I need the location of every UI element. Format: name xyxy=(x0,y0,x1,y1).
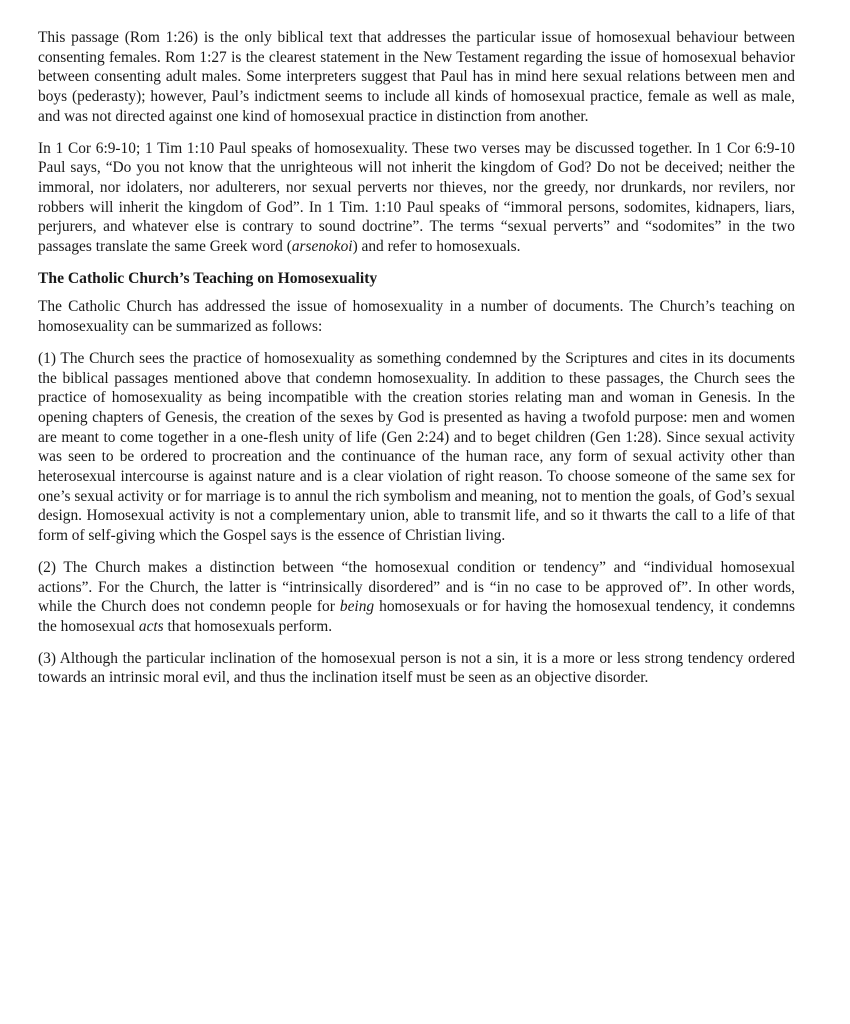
paragraph-point-3: (3) Although the particular inclination of the homosexual person is not a sin, it is a more or less strong tendency ordered towards an intrinsic moral evil, and thus the inclination itself must be seen as an objective disorder. xyxy=(38,649,795,687)
paragraph-point-1: (1) The Church sees the practice of homosexuality as something condemned by the Scriptures and cites in its documents the biblical passages mentioned above that condemn homosexuality. In addition to these passages, the Church sees the practice of homosexuality as being incompatible with the creation stories relating man and woman in Genesis. In the opening chapters of Genesis, the creation of the sexes by God is presented as having a twofold purpose: men and women are meant to come together in a one-flesh unity of life (Gen 2:24) and to beget children (Gen 1:28). Since sexual activity was seen to be ordered to procreation and the continuance of the human race, any form of sexual activity other than heterosexual intercourse is against nature and is a clear violation of right reason. To choose someone of the same sex for one’s sexual activity or for marriage is to annul the rich symbolism and meaning, not to mention the goals, of God’s sexual design. Homosexual activity is not a complementary union, able to transmit life, and so it thwarts the call to a life of that form of self-giving which the Gospel says is the essence of Christian living. xyxy=(38,349,795,545)
greek-word: arsenokoi xyxy=(291,238,353,256)
emphasis-acts: acts xyxy=(138,617,164,635)
paragraph-corinthians-timothy xyxy=(38,139,795,257)
section-heading: The Catholic Church’s Teaching on Homosexuality xyxy=(38,269,378,287)
emphasis-being: being xyxy=(339,598,375,616)
paragraph-text: homosexuals or for having the homosexual tendency, it condemns the homosexual xyxy=(38,598,795,635)
paragraph-romans: This passage (Rom 1:26) is the only biblical text that addresses the particular issue of homosexual behaviour between consenting females. Rom 1:27 is the clearest statement in the New Testament regarding the issue of homosexual behavior between consenting adult males. Some interpreters suggest that Paul has in mind here sexual relations between men and boys (pederasty); however, Paul’s indictment seems to include all kinds of homosexual practice, female as well as male, and was not directed against one kind of homosexual practice in distinction from another. xyxy=(38,29,795,125)
paragraph-text: (2) The Church makes a distinction between “the homosexual condition or tendency” and “individual homosexual actions”. For the Church, the latter is “intrinsically disordered” and is “in no case to be approved of”. In other words, while the Church does not condemn people for xyxy=(38,558,795,616)
paragraph-intro: The Catholic Church has addressed the issue of homosexuality in a number of documents. The Church’s teaching on homosexuality can be summarized as follows: xyxy=(38,298,795,336)
paragraph-point-2 xyxy=(38,558,795,637)
paragraph-text: ) and refer to homosexuals. xyxy=(352,238,521,256)
paragraph-text: that homosexuals perform. xyxy=(163,617,333,635)
paragraph-text: In 1 Cor 6:9-10; 1 Tim 1:10 Paul speaks of homosexuality. These two verses may be discussed together. In 1 Cor 6:9-10 Paul says, “Do you not know that the unrighteous will not inherit the kingdom of God? Do not be deceived; neither the immoral, nor idolaters, nor adulterers, nor sexual perverts nor thieves, nor the greedy, nor drunkards, nor revilers, nor robbers will inherit the kingdom of God”. In 1 Tim. 1:10 Paul speaks of “immoral persons, sodomites, kidnapers, liars, perjurers, and whatever else is contrary to sound doctrine”. The terms “sexual perverts” and “sodomites” in the two passages translate the same Greek word ( xyxy=(38,139,795,256)
